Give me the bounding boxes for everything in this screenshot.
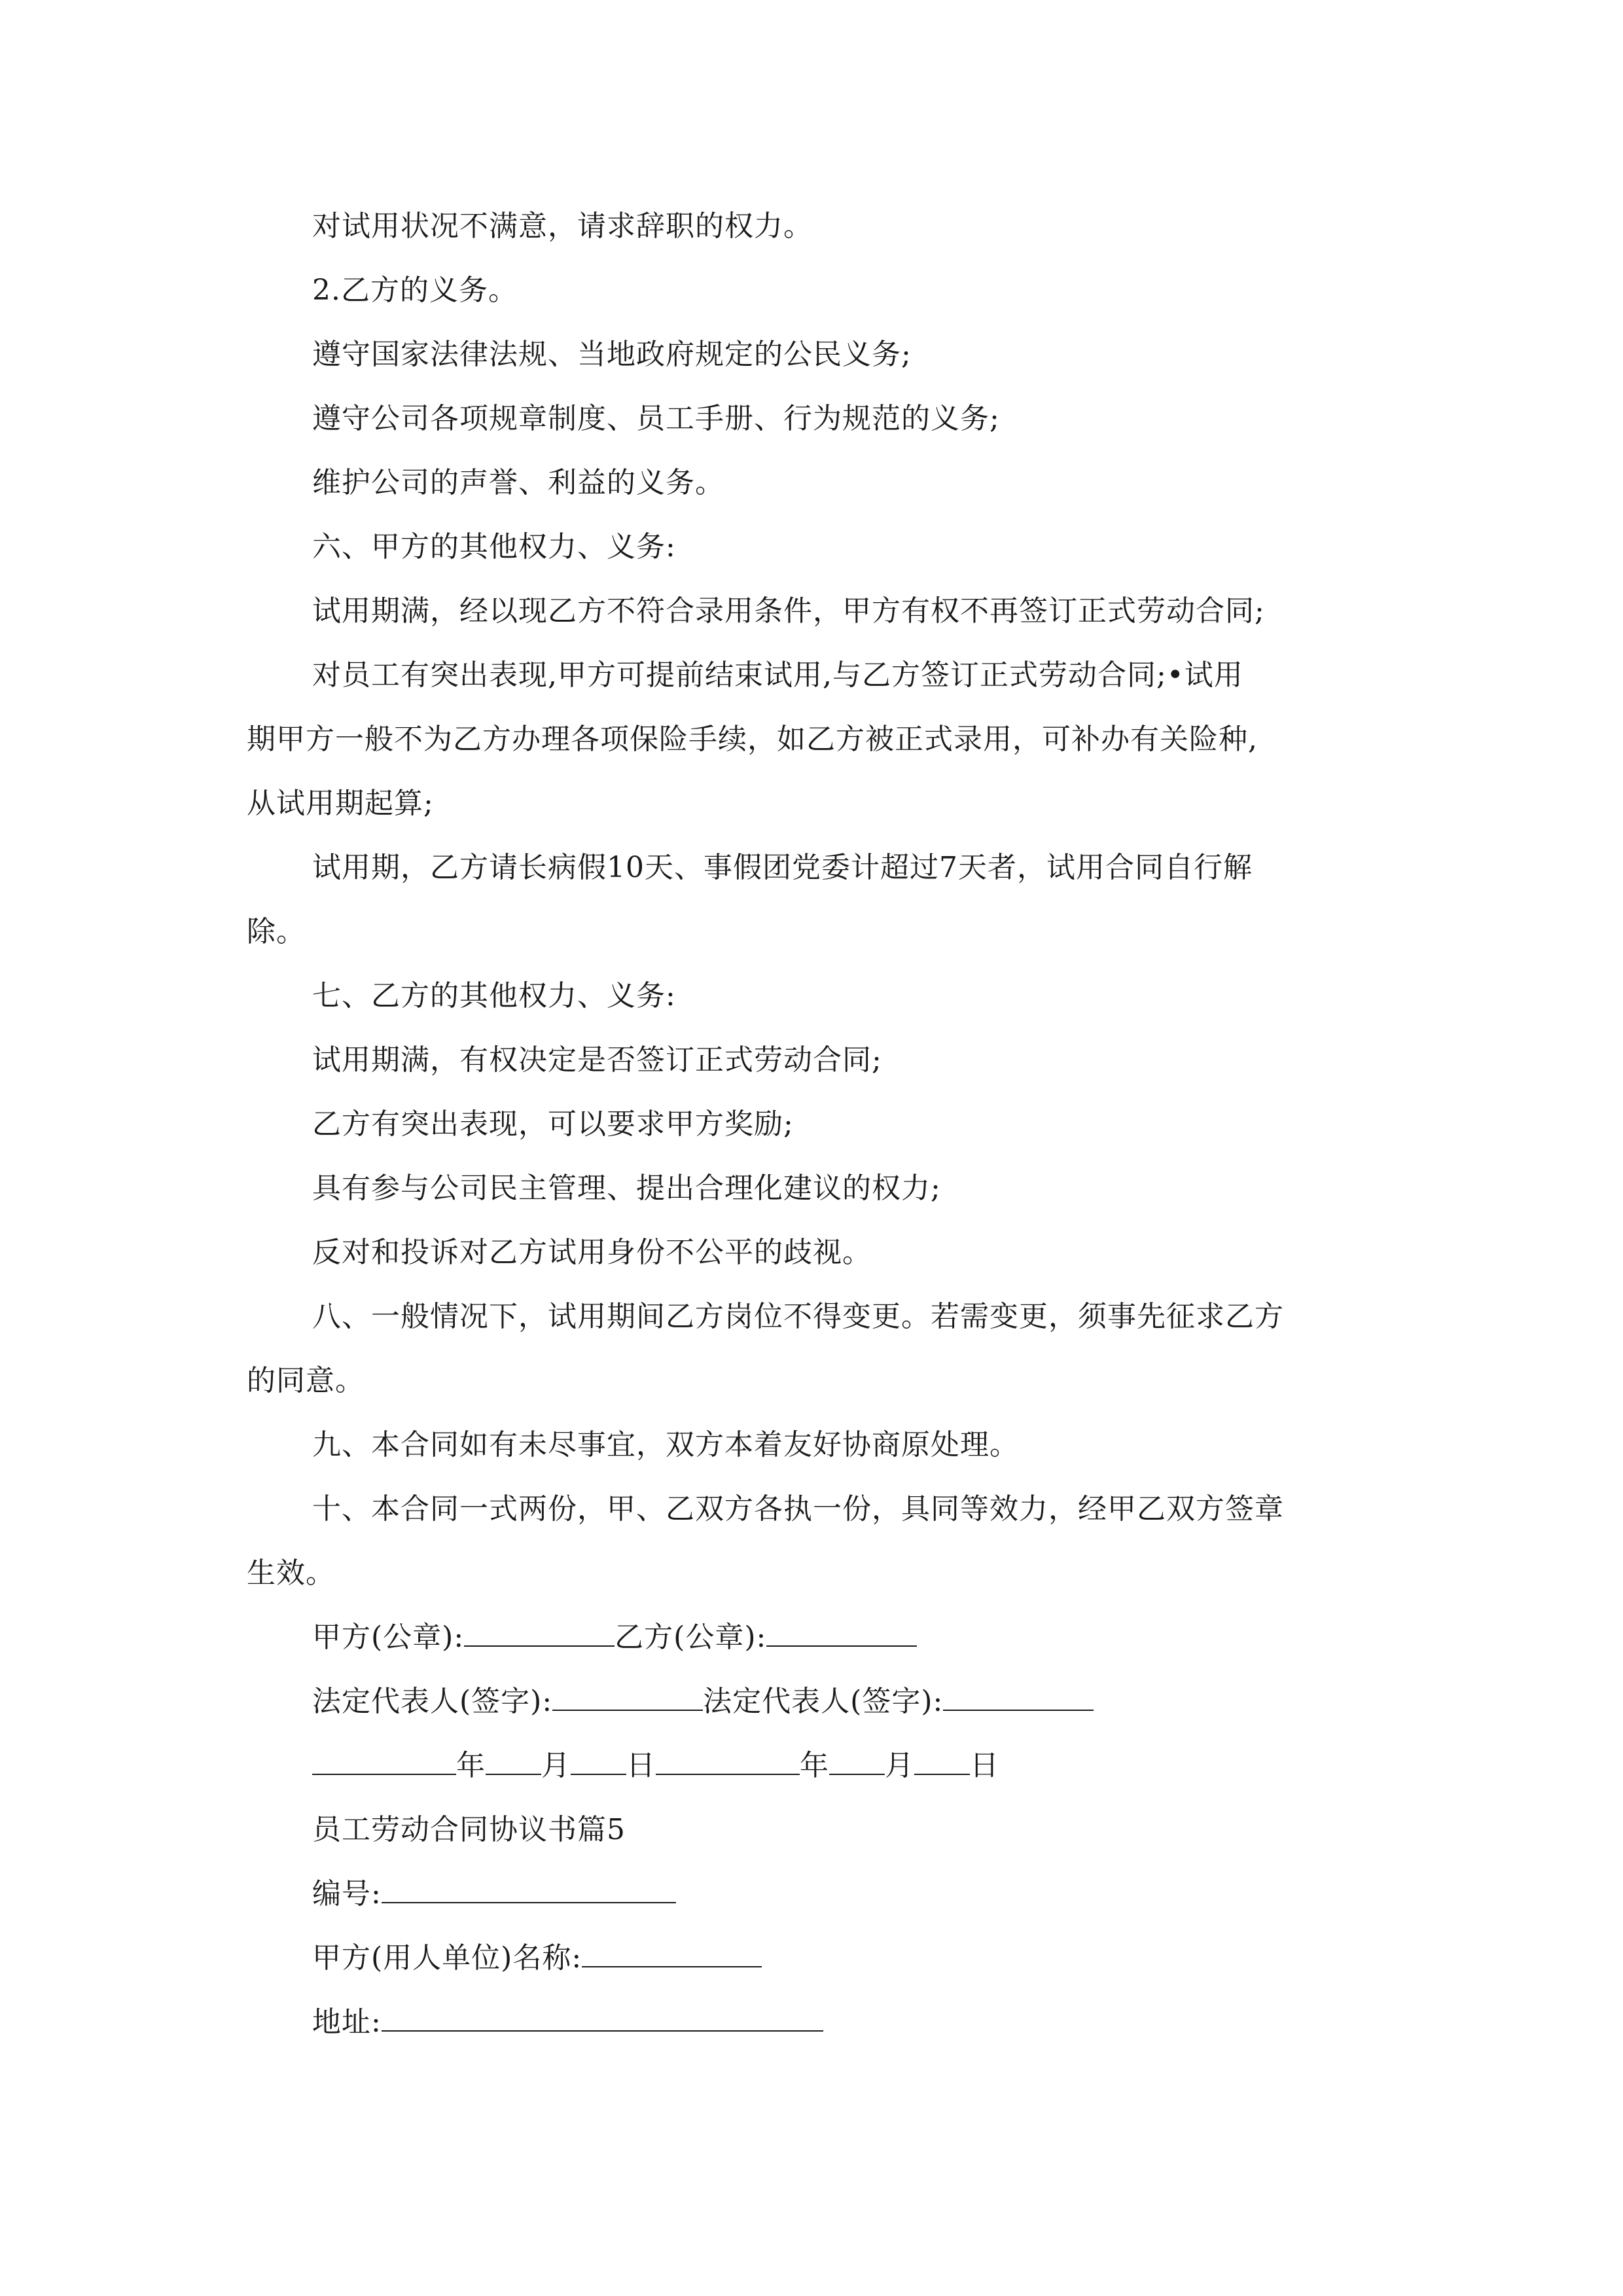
legal-rep-row (312, 1683, 1464, 1720)
next-section-title: 员工劳动合同协议书篇5 (312, 1813, 626, 1846)
paragraph-line: 的同意。 (247, 1364, 365, 1397)
paragraph-line: 试用期满，经以现乙方不符合录用条件，甲方有权不再签订正式劳动合同; (312, 594, 1265, 628)
month-blank (829, 1748, 885, 1775)
address-label: 地址: (312, 2005, 382, 2039)
day-blank (914, 1748, 970, 1775)
party-a-seal-label: 甲方(公章): (312, 1621, 465, 1654)
paragraph-line: 遵守国家法律法规、当地政府规定的公民义务; (312, 338, 912, 371)
day-label: 日 (626, 1749, 656, 1782)
paragraph-line: 具有参与公司民主管理、提出合理化建议的权力; (312, 1172, 941, 1205)
legal-rep-b-label: 法定代表人(签字): (703, 1685, 944, 1718)
paragraph-line: 对员工有突出表现,甲方可提前结束试用,与乙方签订正式劳动合同;•试用 (312, 658, 1243, 692)
seal-row (312, 1619, 1464, 1656)
paragraph-line: 反对和投诉对乙方试用身份不公平的歧视。 (312, 1236, 872, 1269)
legal-rep-b-blank (943, 1683, 1094, 1711)
party-b-seal-label: 乙方(公章): (615, 1621, 767, 1654)
paragraph-line: 试用期满，有权决定是否签订正式劳动合同; (312, 1043, 882, 1077)
address-blank (382, 2004, 823, 2032)
year-label: 年 (456, 1749, 486, 1782)
year-blank (656, 1748, 800, 1775)
employer-label: 甲方(用人单位)名称: (312, 1941, 582, 1975)
paragraph-line: 试用期，乙方请长病假10天、事假团党委计超过7天者，试用合同自行解 (312, 851, 1253, 884)
employer-blank (582, 1940, 762, 1967)
number-row (312, 1876, 1464, 1912)
day-label: 日 (970, 1749, 999, 1782)
month-label: 月 (541, 1749, 571, 1782)
paragraph-line: 生效。 (247, 1556, 335, 1590)
address-row (312, 2004, 1464, 2041)
paragraph-line: 九、本合同如有未尽事宜，双方本着友好协商原处理。 (312, 1428, 1019, 1462)
paragraph-line: 遵守公司各项规章制度、员工手册、行为规范的义务; (312, 402, 1000, 435)
paragraph-line: 除。 (247, 915, 306, 948)
month-blank (486, 1748, 541, 1775)
number-blank (382, 1876, 676, 1903)
paragraph-line: 期甲方一般不为乙方办理各项保险手续，如乙方被正式录用，可补办有关险种, (247, 723, 1258, 756)
paragraph-line: 维护公司的声誉、利益的义务。 (312, 466, 724, 499)
paragraph-line: 十、本合同一式两份，甲、乙双方各执一份，具同等效力，经甲乙双方签章 (312, 1492, 1284, 1526)
party-b-seal-blank (766, 1619, 917, 1647)
legal-rep-a-label: 法定代表人(签字): (312, 1685, 553, 1718)
section-heading: 七、乙方的其他权力、义务: (312, 979, 676, 1013)
paragraph-line: 八、一般情况下，试用期间乙方岗位不得变更。若需变更，须事先征求乙方 (312, 1300, 1284, 1333)
month-label: 月 (885, 1749, 914, 1782)
employer-row (312, 1940, 1464, 1977)
paragraph-line: 2.乙方的义务。 (312, 274, 518, 307)
year-blank (312, 1748, 456, 1775)
year-label: 年 (800, 1749, 829, 1782)
paragraph-line: 对试用状况不满意，请求辞职的权力。 (312, 209, 813, 243)
number-label: 编号: (312, 1877, 382, 1910)
party-a-seal-blank (464, 1619, 615, 1647)
paragraph-line: 乙方有突出表现，可以要求甲方奖励; (312, 1107, 794, 1141)
legal-rep-a-blank (552, 1683, 703, 1711)
paragraph-line: 从试用期起算; (247, 787, 434, 820)
day-blank (571, 1748, 626, 1775)
date-row (312, 1748, 1464, 1784)
section-heading: 六、甲方的其他权力、义务: (312, 530, 676, 564)
